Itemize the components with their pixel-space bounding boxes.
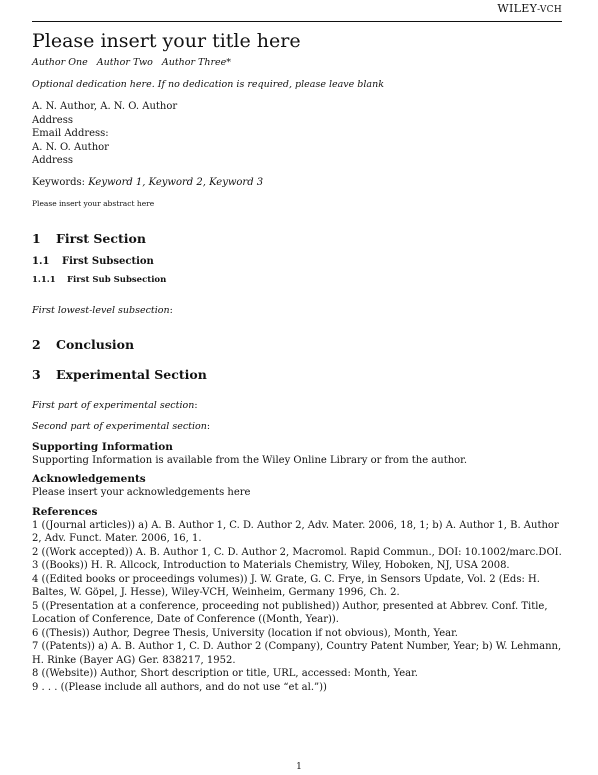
section-title: Conclusion: [56, 336, 135, 352]
reference-item: 9 . . . ((Please include all authors, and do not use “et al.”)): [32, 681, 327, 693]
colon: :: [169, 304, 173, 316]
affiliation-line: A. N. O. Author: [32, 141, 109, 153]
colon: :: [206, 420, 211, 432]
subsubsection-heading: [32, 274, 562, 286]
acknowledgements-text: Please insert your acknowledgements here: [32, 487, 251, 498]
subsubsection-title: First Sub Subsection: [67, 274, 167, 285]
subsection-title: First Subsection: [62, 255, 154, 267]
reference-item: 5 ((Presentation at a conference, proceeding not published)) Author, presented at Abbrev. Conf. Title, Location of Conference, Date of Conference ((Month, Year)).: [32, 600, 548, 625]
section-heading: [32, 337, 562, 353]
section-title: First Section: [56, 230, 146, 246]
reference-item: 6 ((Thesis)) Author, Degree Thesis, University (location if not obvious), Month, Year.: [32, 627, 458, 639]
publisher-logo: [497, 2, 562, 15]
reference-item: 3 ((Books)) H. R. Allcock, Introduction to Materials Chemistry, Wiley, Hoboken, NJ, USA 2008.: [32, 560, 510, 571]
references-heading: References: [32, 505, 98, 518]
affiliation-line: Email Address:: [32, 128, 109, 139]
paragraph-heading: [32, 420, 562, 433]
author-1: Author One: [32, 57, 88, 68]
paper-title: Please insert your title here: [32, 30, 301, 52]
paragraph-heading: [32, 399, 562, 412]
colon: :: [194, 399, 198, 411]
affiliation-line: Address: [32, 155, 73, 166]
reference-item: 4 ((Edited books or proceedings volumes)) J. W. Grate, G. C. Frye, in Sensors Update, Vol. 2 (Eds: H. Baltes, W. Göpel, J. Hesse), Wiley-VCH, Weinheim, Germany 1996, Ch. 2.: [32, 573, 540, 598]
paragraph-title: Second part of experimental section: [32, 420, 207, 432]
paragraph-title: First lowest-level subsection: [32, 304, 170, 316]
reference-item: 2 ((Work accepted)) A. B. Author 1, C. D. Author 2, Macromol. Rapid Commun., DOI: 10.1002/marc.DOI.: [32, 546, 562, 558]
header-rule: [32, 21, 562, 22]
subsubsection-number: 1.1.1: [32, 274, 56, 285]
section-number: 3: [32, 366, 41, 382]
acknowledgements-heading: Acknowledgements: [32, 473, 146, 485]
publisher-main: WILEY: [497, 2, 538, 15]
reference-item: 1 ((Journal articles)) a) A. B. Author 1, C. D. Author 2, Adv. Mater. 2006, 18, 1; b) A. Author 1, B. Author 2, Adv. Funct. Mater. 2006, 16, 1.: [32, 519, 559, 544]
reference-item: 8 ((Website)) Author, Short description or title, URL, accessed: Month, Year.: [32, 668, 418, 679]
paragraph-heading: [32, 304, 562, 317]
supporting-text: Supporting Information is available from the Wiley Online Library or from the author.: [32, 454, 468, 466]
reference-item: 7 ((Patents)) a) A. B. Author 1, C. D. Author 2 (Company), Country Patent Number, Year; b) W. Lehmann, H. Rinke (Bayer AG) Ger. 838217, 1952.: [32, 641, 562, 666]
publisher-sub: -VCH: [537, 5, 562, 15]
section-heading: [32, 367, 562, 383]
keywords-value: Keyword 1, Keyword 2, Keyword 3: [88, 176, 264, 188]
acknowledgements: [32, 473, 562, 500]
abstract: Please insert your abstract here: [32, 198, 155, 208]
affiliation-line: Address: [32, 114, 73, 126]
author-list: [32, 56, 562, 69]
page-number: 1: [296, 762, 302, 772]
section-number: 2: [32, 336, 41, 352]
dedication: Optional dedication here. If no dedication is required, please leave blank: [32, 79, 384, 90]
author-3: Author Three*: [161, 57, 232, 68]
section-number: 1: [32, 230, 41, 246]
paragraph-title: First part of experimental section: [32, 399, 195, 411]
section-title: Experimental Section: [56, 366, 207, 382]
keywords: [32, 176, 562, 189]
affiliation-line: A. N. Author, A. N. O. Author: [32, 101, 178, 112]
keywords-label: Keywords:: [32, 176, 89, 188]
supporting-information: [32, 441, 562, 468]
author-2: Author Two: [96, 57, 153, 68]
references: [32, 506, 562, 695]
main-content: [32, 30, 562, 694]
affiliations: [32, 100, 562, 168]
subsection-heading: [32, 255, 562, 268]
subsection-number: 1.1: [32, 255, 50, 267]
supporting-heading: Supporting Information: [32, 440, 173, 453]
section-heading: [32, 231, 562, 247]
